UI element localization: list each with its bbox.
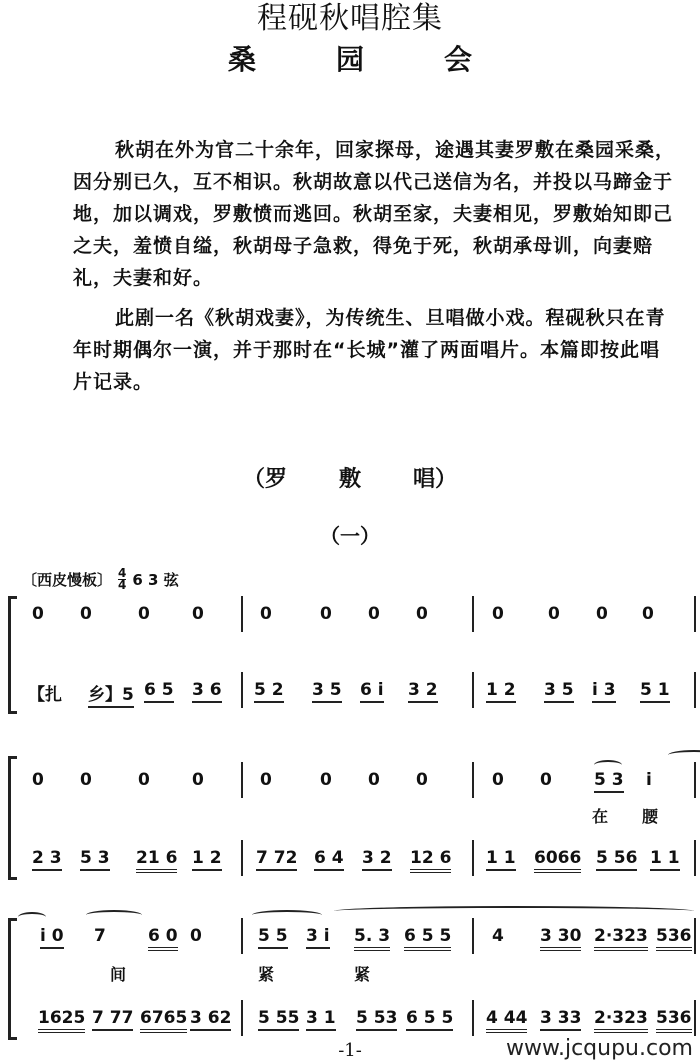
note: 5 3 bbox=[594, 770, 624, 793]
voice-row bbox=[32, 770, 698, 794]
bar-line bbox=[694, 918, 696, 954]
note: 0 bbox=[138, 770, 150, 790]
note: 0 bbox=[596, 604, 608, 624]
tempo-marking bbox=[22, 568, 179, 591]
note: 5 1 bbox=[640, 680, 670, 703]
watermark: www.jcqupu.com bbox=[506, 1036, 693, 1061]
piece-title-char: 园 bbox=[335, 43, 364, 76]
slur bbox=[252, 910, 322, 920]
note: 0 bbox=[190, 926, 202, 946]
bar-line bbox=[241, 1000, 243, 1036]
note: i 0 bbox=[40, 926, 64, 949]
time-sig-bottom: 4 bbox=[118, 578, 127, 592]
note: 0 bbox=[32, 770, 44, 790]
note: 3 2 bbox=[362, 848, 392, 871]
note: 5 2 bbox=[254, 680, 284, 703]
note: 21 6 bbox=[136, 848, 177, 873]
note: 4 bbox=[492, 926, 504, 946]
note: 7 bbox=[94, 926, 106, 946]
note: 0 bbox=[192, 770, 204, 790]
note: 0 bbox=[540, 770, 552, 790]
score-system-2 bbox=[8, 760, 698, 880]
singer-part: 敷 bbox=[338, 467, 361, 492]
intro-text: 此剧一名《秋胡戏妻》，为传统生、旦唱做小戏。程砚秋只在青年时期偶尔一演，并于那时在“长城”灌了两面唱片。本篇即按此唱片记录。 bbox=[73, 307, 666, 393]
singer-part: （罗 bbox=[242, 467, 287, 492]
note: 6066 bbox=[534, 848, 581, 873]
bar-line bbox=[472, 918, 474, 954]
slur bbox=[334, 906, 694, 916]
singer-label bbox=[0, 462, 700, 493]
bar-line bbox=[241, 762, 243, 798]
key-signature: 6 3 弦 bbox=[132, 571, 179, 589]
time-sig-top: 4 bbox=[118, 566, 127, 580]
note: 0 bbox=[32, 604, 44, 624]
bar-line bbox=[472, 1000, 474, 1036]
lyric: 紧 bbox=[354, 965, 371, 984]
score-system-1 bbox=[8, 596, 698, 716]
note: 0 bbox=[80, 604, 92, 624]
bar-line bbox=[694, 762, 696, 798]
book-title: 程砚秋唱腔集 bbox=[257, 1, 443, 36]
lyric: 腰 bbox=[642, 807, 659, 826]
note: 5 3 bbox=[80, 848, 110, 871]
bar-line bbox=[241, 596, 243, 632]
bar-line bbox=[472, 840, 474, 876]
bar-line bbox=[694, 596, 696, 632]
note: 0 bbox=[642, 604, 654, 624]
note: 5 55 bbox=[258, 1008, 299, 1031]
note: 2·323 bbox=[594, 1008, 648, 1033]
note: 【扎 bbox=[28, 685, 62, 705]
note: 3 33 bbox=[540, 1008, 581, 1031]
section-number: （一） bbox=[320, 524, 380, 548]
note: 7 77 bbox=[92, 1008, 133, 1031]
intro-paragraph-1 bbox=[73, 134, 677, 294]
voice-row bbox=[32, 926, 698, 950]
note: 7 72 bbox=[256, 848, 297, 871]
note: i 3 bbox=[592, 680, 616, 703]
note: 乡】5 bbox=[88, 680, 134, 708]
slur bbox=[668, 750, 700, 760]
bar-line bbox=[472, 596, 474, 632]
note: 6 5 5 bbox=[406, 1008, 453, 1031]
note: 3 1 bbox=[306, 1008, 336, 1031]
note: 0 bbox=[192, 604, 204, 624]
note: 0 bbox=[80, 770, 92, 790]
note: 536 bbox=[656, 1008, 692, 1033]
tempo-mode: 〔西皮慢板〕 bbox=[22, 571, 113, 589]
note: 3 5 bbox=[544, 680, 574, 703]
note: 536 bbox=[656, 926, 692, 951]
note: 3 30 bbox=[540, 926, 581, 951]
piece-title bbox=[0, 42, 700, 78]
bar-line bbox=[472, 762, 474, 798]
note: 6 4 bbox=[314, 848, 344, 871]
note: 0 bbox=[260, 604, 272, 624]
time-signature bbox=[118, 568, 126, 591]
note: 3 i bbox=[306, 926, 330, 949]
singer-part: 唱） bbox=[413, 467, 458, 492]
bar-line bbox=[241, 672, 243, 708]
note: 6765 bbox=[140, 1008, 187, 1033]
system-bracket bbox=[8, 596, 17, 714]
note: 0 bbox=[320, 604, 332, 624]
note: 0 bbox=[548, 604, 560, 624]
note: 5. 3 bbox=[354, 926, 390, 951]
piece-title-char: 会 bbox=[444, 43, 473, 76]
note: 3 62 bbox=[190, 1008, 231, 1031]
note: 0 bbox=[260, 770, 272, 790]
voice-row bbox=[32, 604, 698, 628]
note: 0 bbox=[368, 770, 380, 790]
note: 1 2 bbox=[192, 848, 222, 871]
lyric: 间 bbox=[110, 965, 127, 984]
note: 4 44 bbox=[486, 1008, 527, 1033]
bar-line bbox=[694, 1000, 696, 1036]
note: 5 5 bbox=[258, 926, 288, 949]
note: 12 6 bbox=[410, 848, 451, 873]
page-number: -1- bbox=[338, 1040, 362, 1061]
note: 2·323 bbox=[594, 926, 648, 951]
bar-line bbox=[694, 840, 696, 876]
note: 0 bbox=[368, 604, 380, 624]
slur bbox=[18, 912, 46, 922]
intro-paragraph-2 bbox=[73, 302, 677, 398]
note: 1 1 bbox=[486, 848, 516, 871]
note: 3 5 bbox=[312, 680, 342, 703]
lyric: 紧 bbox=[258, 965, 275, 984]
score-system-3 bbox=[8, 922, 698, 1052]
system-bracket bbox=[8, 756, 17, 880]
slur bbox=[86, 910, 142, 920]
bar-line bbox=[694, 672, 696, 708]
intro-text: 秋胡在外为官二十余年，回家探母，途遇其妻罗敷在桑园采桑，因分别已久，互不相识。秋胡故意以代己送信为名，并投以马蹄金于地，加以调戏，罗敷愤而逃回。秋胡至家，夫妻相见，罗敷始知即己之夫，羞愤自缢，秋胡母子急救，得免于死，秋胡承母训，向妻赔礼，夫妻和好。 bbox=[73, 139, 676, 289]
bar-line bbox=[472, 672, 474, 708]
note: 5 56 bbox=[596, 848, 637, 871]
note: 6 5 5 bbox=[404, 926, 451, 951]
note: 6 5 bbox=[144, 680, 174, 703]
note: 1625 bbox=[38, 1008, 85, 1033]
slur bbox=[594, 760, 622, 770]
note: 0 bbox=[492, 770, 504, 790]
note: 6 0 bbox=[148, 926, 178, 951]
system-bracket bbox=[8, 918, 17, 1040]
note: i bbox=[646, 770, 652, 790]
note: 0 bbox=[492, 604, 504, 624]
piece-title-char: 桑 bbox=[227, 43, 256, 76]
note: 0 bbox=[320, 770, 332, 790]
note: 0 bbox=[416, 604, 428, 624]
note: 1 1 bbox=[650, 848, 680, 871]
note: 5 53 bbox=[356, 1008, 397, 1031]
note: 3 6 bbox=[192, 680, 222, 703]
note: 0 bbox=[138, 604, 150, 624]
lyric: 在 bbox=[592, 807, 609, 826]
accompaniment-row bbox=[28, 680, 698, 705]
note: 1 2 bbox=[486, 680, 516, 703]
bar-line bbox=[241, 918, 243, 954]
note: 2 3 bbox=[32, 848, 62, 871]
note: 6 i bbox=[360, 680, 384, 703]
bar-line bbox=[241, 840, 243, 876]
note: 3 2 bbox=[408, 680, 438, 703]
note: 0 bbox=[416, 770, 428, 790]
accompaniment-row bbox=[32, 848, 698, 872]
accompaniment-row bbox=[32, 1008, 698, 1032]
